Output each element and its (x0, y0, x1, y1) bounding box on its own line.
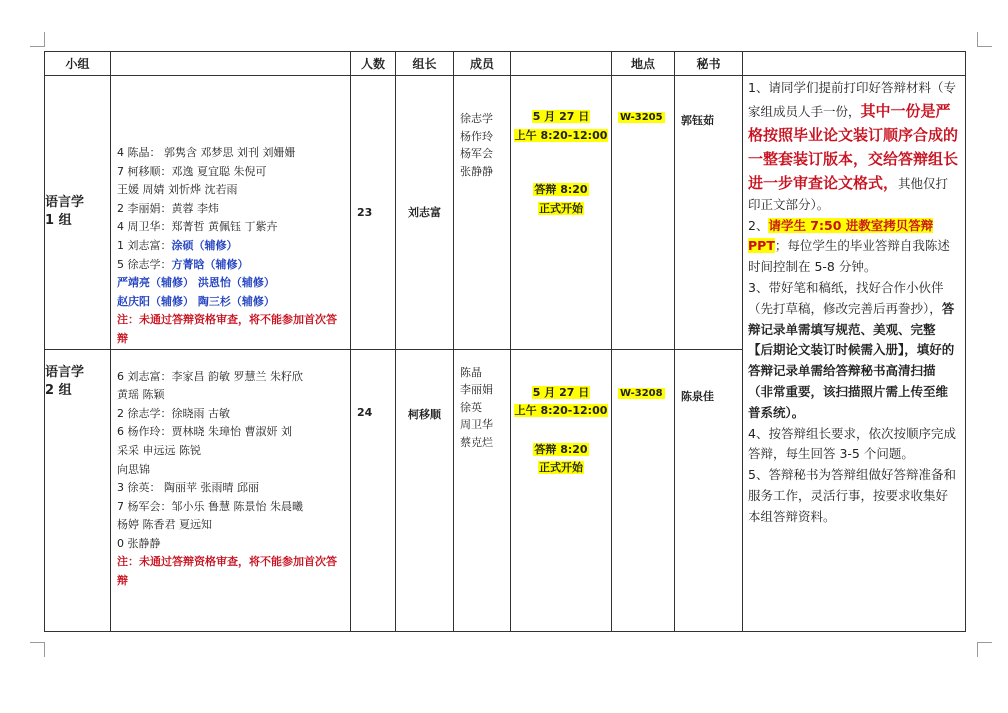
header-members-detail (111, 52, 351, 76)
team-member: 杨作玲 (460, 129, 493, 143)
room-number: W-3205 (620, 112, 663, 123)
team-members-cell (454, 349, 511, 631)
minor-students-line: 赵庆阳（辅修） 陶三杉（辅修） (117, 294, 275, 308)
header-notes-blank (743, 52, 966, 76)
note-1b: 其他仅打印正文部分）。 (748, 175, 949, 212)
member-line: 王媛 周婧 刘忻烨 沈若雨 (117, 183, 238, 197)
member-line: 2 徐志学：徐晓雨 古敏 (117, 406, 230, 420)
note-3a: 3、带好笔和稿纸，找好合作小伙伴（先打草稿，修改完善后再誊抄）， (748, 279, 944, 316)
eligibility-note: 注：未通过答辩资格审查，将不能参加首次答辩 (117, 555, 337, 588)
defense-time: 上午 8:20-12:00 (514, 404, 608, 418)
group-name-line2: 1 组 (45, 213, 72, 229)
student-count: 24 (351, 349, 396, 631)
header-room: 地点 (612, 52, 675, 76)
header-count: 人数 (351, 52, 396, 76)
team-member: 周卫华 (460, 418, 493, 432)
header-group: 小组 (45, 52, 111, 76)
group-name-line1: 语言学 (45, 364, 85, 380)
member-line: 5 徐志学：方菁晗（辅修） (117, 257, 249, 271)
team-member: 陈晶 (460, 365, 482, 379)
member-line: 0 张静静 (117, 536, 161, 550)
room-cell (612, 76, 675, 350)
start-line2: 正式开始 (539, 461, 583, 475)
room-cell (612, 349, 675, 631)
team-member: 蔡克烂 (460, 435, 493, 449)
member-line: 4 周卫华：郑菁哲 黄佩钰 丁紫卉 (117, 220, 278, 234)
secretary: 郭钰茹 (675, 76, 743, 350)
team-member: 徐志学 (460, 112, 493, 125)
note-5: 5、答辩秘书为答辩组做好答辩准备和服务工作，灵活行事，按要求收集好本组答辩资料。 (748, 467, 956, 524)
crop-mark-top-left (30, 32, 45, 47)
room-number: W-3208 (620, 387, 663, 399)
minor-student: 涂硕（辅修） (171, 238, 238, 252)
team-member: 张静静 (460, 164, 493, 178)
header-leader: 组长 (396, 52, 454, 76)
defense-schedule-table (44, 51, 966, 632)
minor-student: 方菁晗（辅修） (171, 257, 249, 271)
team-member: 杨军会 (460, 147, 493, 160)
eligibility-note: 注：未通过答辩资格审查，将不能参加首次答辩 (117, 313, 337, 345)
members-cell (111, 349, 351, 631)
header-time (511, 52, 612, 76)
note-3-bold: 答辩记录单需填写规范、美观、完整【后期论文装订时候需入册】，填好的答辩记录单需给答辩秘书高清扫描（非常重要，该扫描照片需上传至维普系统）。 (748, 300, 955, 420)
notes-cell: 1、请同学们提前打印好答辩材料（专家组成员人手一份，其中一份是严格按照毕业论文装订顺序合成的一整套装订版本，交给答辩组长进一步审查论文格式，其他仅打印正文部分）。 2、请学生 7:50 进教室拷贝答辩 PPT；每位学生的毕业答辩自我陈述时间控制在 5-8 分钟。 3、带好笔和稿纸，找好合作小伙伴（先打草稿，修改完善后再誊抄），答辩记录单需填写规范、美观、完整【后期论文装订时候需入册】，填好的答辩记录单需给答辩秘书高清扫描（非常重要，该扫描照片需上传至维普系统）。 4、按答辩组长要求，依次按顺序完成答辩，每生回答 3-5 个问题。 5、答辩秘书为答辩组做好答辩准备和服务工作，灵活行事，按要求收集好本组答辩资料。 (743, 76, 966, 632)
member-line: 6 刘志富：李家昌 韵敏 罗慧兰 朱籽欣 (117, 369, 303, 383)
member-line: 4 陈晶： 郭隽含 邓梦思 刘刊 刘姗姗 (117, 146, 296, 159)
note-1a: 1、请同学们提前打印好答辩材料（专家组成员人手一份， (748, 80, 956, 119)
group-name-line1: 语言学 (45, 195, 85, 211)
member-line: 黄瑶 陈颖 (117, 388, 165, 402)
start-line2: 正式开始 (539, 201, 583, 215)
header-secretary: 秘书 (675, 52, 743, 76)
member-line: 7 杨军会：邹小乐 鲁慧 陈景怡 朱晨曦 (117, 499, 303, 513)
defense-date: 5 月 27 日 (532, 110, 590, 123)
defense-date: 5 月 27 日 (532, 385, 590, 399)
group-leader: 刘志富 (396, 76, 454, 350)
student-count: 23 (351, 76, 396, 350)
group-name-cell (45, 349, 111, 631)
member-line: 1 刘志富：涂硕（辅修） (117, 238, 238, 252)
crop-mark-bottom-right (977, 642, 992, 657)
member-line: 采采 申远远 陈锐 (117, 443, 201, 457)
start-line1: 答辩 8:20 (534, 442, 588, 456)
group-leader: 柯移顺 (396, 349, 454, 631)
header-team: 成员 (454, 52, 511, 76)
minor-students-line: 严靖亮（辅修） 洪恩怡（辅修） (117, 276, 275, 290)
member-line: 6 杨作玲：贾林晓 朱璋怡 曹淑妍 刘 (117, 425, 292, 439)
member-line: 7 柯移顺：邓逸 夏宜聪 朱倪可 (117, 164, 267, 178)
group-name-cell (45, 76, 111, 350)
member-line: 杨婷 陈香君 夏远知 (117, 518, 212, 532)
members-cell (111, 76, 351, 350)
crop-mark-top-right (977, 32, 992, 47)
header-row (45, 52, 966, 76)
team-member: 徐英 (460, 400, 482, 414)
note-4: 4、按答辩组长要求，依次按顺序完成答辩，每生回答 3-5 个问题。 (748, 425, 956, 462)
member-line: 2 李丽娟：黄蓉 李炜 (117, 201, 219, 215)
schedule-cell (511, 349, 612, 631)
member-line: 3 徐英： 陶丽苹 张雨晴 邱丽 (117, 481, 259, 495)
team-member: 李丽娟 (460, 383, 493, 397)
member-line: 向思锦 (117, 462, 150, 476)
note-2b: ；每位学生的毕业答辩自我陈述时间控制在 5-8 分钟。 (748, 238, 950, 275)
note-2-highlight: 请学生 7:50 进教室拷贝答辩 PPT (748, 217, 934, 254)
note-1-emphasis: 其中一份是严格按照毕业论文装订顺序合成的一整套装订版本，交给答辩组长进一步审查论文格式， (748, 101, 959, 192)
table-row (45, 76, 966, 350)
schedule-cell (511, 76, 612, 350)
group-name-line2: 2 组 (45, 382, 72, 398)
start-line1: 答辩 8:20 (534, 183, 588, 196)
team-members-cell (454, 76, 511, 350)
crop-mark-bottom-left (30, 642, 45, 657)
defense-time: 上午 8:20-12:00 (514, 128, 608, 142)
secretary: 陈泉佳 (675, 349, 743, 631)
